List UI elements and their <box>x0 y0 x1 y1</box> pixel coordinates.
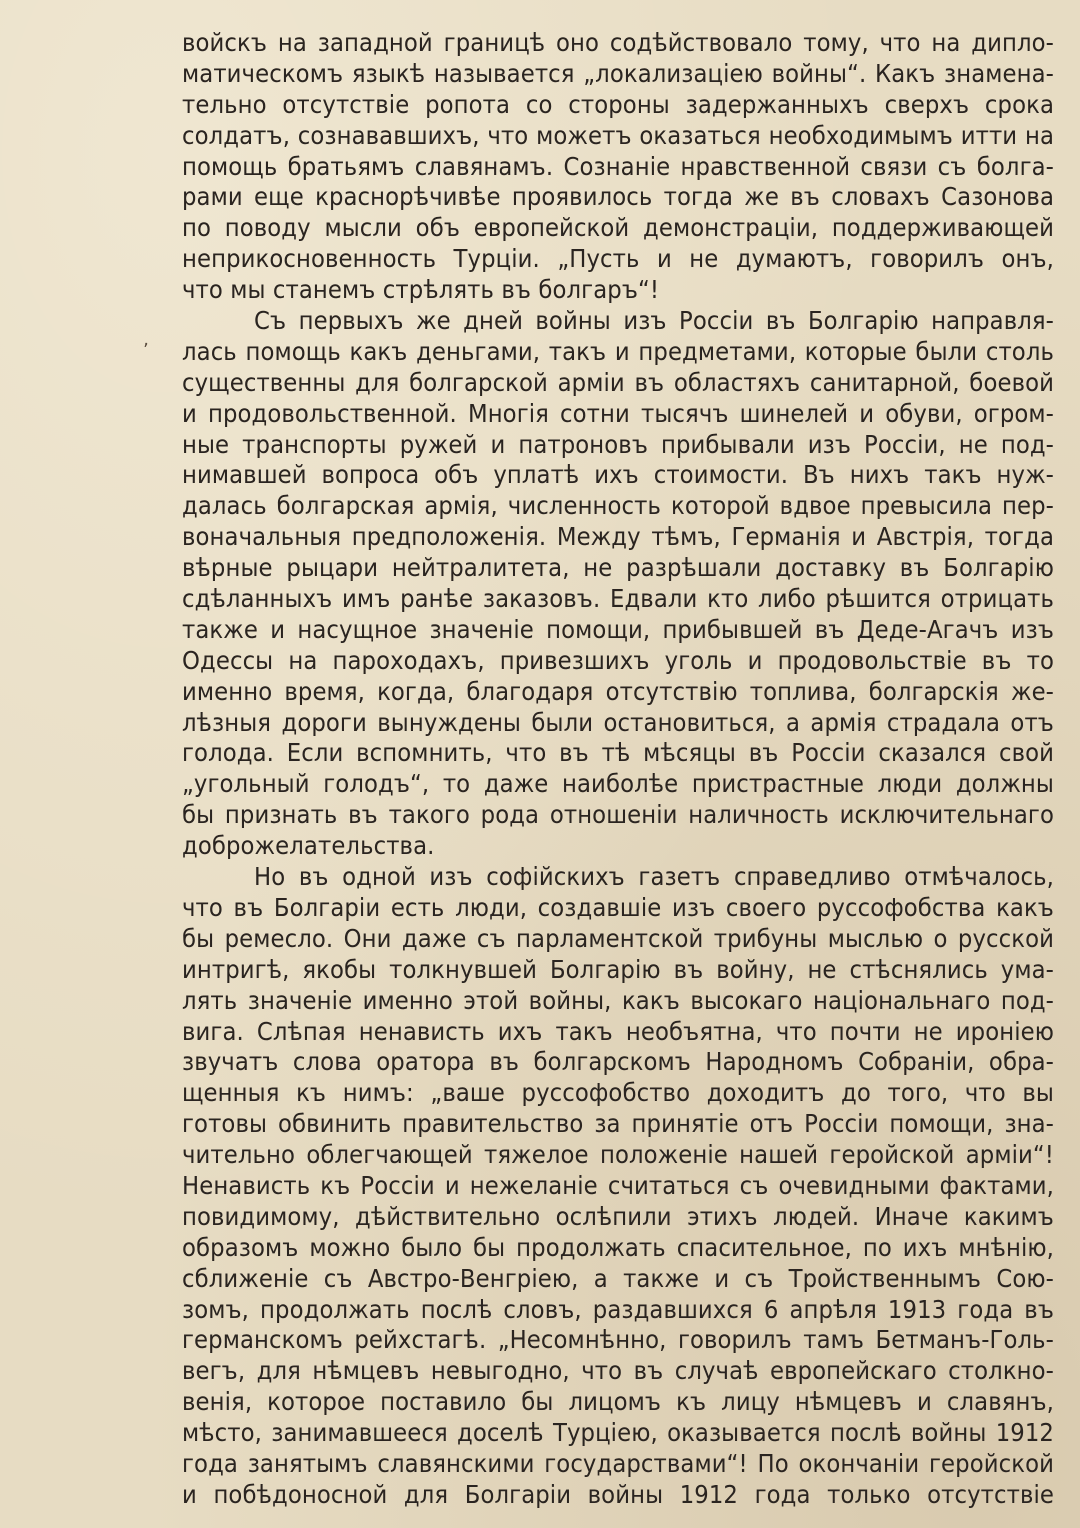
text-line: что мы станемъ стрѣлять въ болгаръ“! <box>182 275 660 305</box>
text-line: и побѣдоносной для Болгарiи войны 1912 года только отсутствiе <box>182 1479 1054 1509</box>
text-line: вѣрные рыцари нейтралитета, не разрѣшали доставку въ Болгарiю <box>182 553 1054 583</box>
text-line: „угольный голодъ“, то даже наиболѣе пристрастные люди должны <box>182 769 1054 799</box>
text-line: щенныя къ нимъ: „ваше руссофобство доходитъ до того, что вы <box>182 1078 1054 1108</box>
text-line: по поводу мысли объ европейской демонстрацiи, поддерживающей <box>182 213 1054 243</box>
text-line: лась помощь какъ деньгами, такъ и предметами, которые были столь <box>182 336 1054 366</box>
text-line: вига. Слѣпая ненависть ихъ такъ необъятна, что почти не иронiею <box>182 1016 1054 1046</box>
text-line: существенны для болгарской армiи въ областяхъ санитарной, боевой <box>182 367 1054 397</box>
book-page-text <box>182 28 1054 1511</box>
text-line: лять значенiе именно этой войны, какъ высокаго нацiональнаго под- <box>182 985 1054 1015</box>
text-line: повидимому, дѣйствительно ослѣпили этихъ людей. Иначе какимъ <box>182 1201 1054 1231</box>
paragraph-2 <box>182 306 1054 862</box>
text-line: войскъ на западной границѣ оно содѣйствовало тому, что на дипло- <box>182 28 1054 57</box>
text-line: Съ первыхъ же дней войны изъ Россiи въ Болгарiю направля- <box>254 306 1054 336</box>
text-line: венiя, которое поставило бы лицомъ къ лицу нѣмцевъ и славянъ, <box>182 1387 1054 1417</box>
text-line: Одессы на пароходахъ, привезшихъ уголь и продовольствiе въ то <box>182 645 1054 675</box>
text-line: именно время, когда, благодаря отсутствiю топлива, болгарскiя же- <box>182 676 1054 706</box>
text-line: также и насущное значенiе помощи, прибывшей въ Деде-Агачъ изъ <box>182 614 1054 644</box>
text-line: готовы обвинить правительство за принятiе отъ Россiи помощи, зна- <box>182 1109 1054 1139</box>
text-line: германскомъ рейхстагѣ. „Несомнѣнно, говорилъ тамъ Бетманъ-Голь- <box>182 1325 1054 1355</box>
margin-speck: ٬ <box>143 340 149 361</box>
text-line: сближенiе съ Австро-Венгрiею, а также и съ Тройственнымъ Сою- <box>182 1263 1054 1293</box>
text-line: бы признать въ такого рода отношенiи наличность исключительнаго <box>182 800 1054 830</box>
text-line: ные транспорты ружей и патроновъ прибывали изъ Россiи, не под- <box>182 429 1054 459</box>
text-line: матическомъ языкѣ называется „локализацiею войны“. Какъ знамена- <box>182 58 1054 88</box>
paragraph-1 <box>182 28 1054 306</box>
text-line: сдѣланныхъ имъ ранѣе заказовъ. Едвали кто либо рѣшится отрицать <box>182 584 1054 614</box>
text-line: рами еще краснорѣчивѣе проявилось тогда же въ словахъ Сазонова <box>182 182 1054 212</box>
text-line: вегъ, для нѣмцевъ невыгодно, что въ случаѣ европейскаго столкно- <box>182 1356 1054 1386</box>
text-line: Но въ одной изъ софiйскихъ газетъ справедливо отмѣчалось, <box>254 862 1054 892</box>
text-line: неприкосновенность Турцiи. „Пусть и не думаютъ, говорилъ онъ, <box>182 244 1054 274</box>
text-line: доброжелательства. <box>182 831 435 861</box>
text-line: далась болгарская армiя, численность которой вдвое превысила пер- <box>182 491 1054 521</box>
text-line: и продовольственной. Многiя сотни тысячъ шинелей и обуви, огром- <box>182 398 1054 428</box>
text-line: что въ Болгарiи есть люди, создавшiе изъ своего руссофобства какъ <box>182 892 1054 922</box>
text-line: зомъ, продолжать послѣ словъ, раздавшихся 6 апрѣля 1913 года въ <box>182 1294 1054 1324</box>
text-line: образомъ можно было бы продолжать спасительное, по ихъ мнѣнiю, <box>182 1232 1054 1262</box>
text-line: мѣсто, занимавшееся доселѣ Турцiею, оказывается послѣ войны 1912 <box>182 1418 1054 1448</box>
text-line: воначальныя предположенiя. Между тѣмъ, Германiя и Австрiя, тогда <box>182 522 1054 552</box>
text-line: нимавшей вопроса объ уплатѣ ихъ стоимости. Въ нихъ такъ нуж- <box>182 460 1054 490</box>
text-line: тельно отсутствiе ропота со стороны задержанныхъ сверхъ срока <box>182 89 1054 119</box>
text-line: бы ремесло. Они даже съ парламентской трибуны мыслью о русской <box>182 923 1054 953</box>
text-line: интригѣ, якобы толкнувшей Болгарiю въ войну, не стѣснялись ума- <box>182 954 1054 984</box>
text-line: года занятымъ славянскими государствами“! По окончанiи геройской <box>182 1448 1054 1478</box>
text-line: помощь братьямъ славянамъ. Сознанiе нравственной связи съ болга- <box>182 151 1054 181</box>
text-line: чительно облегчающей тяжелое положенiе нашей геройской армiи“! <box>182 1140 1054 1170</box>
text-line: звучатъ слова оратора въ болгарскомъ Народномъ Собранiи, обра- <box>182 1047 1054 1077</box>
text-line: Ненависть къ Россiи и нежеланiе считаться съ очевидными фактами, <box>182 1170 1054 1200</box>
text-line: голода. Если вспомнить, что въ тѣ мѣсяцы въ Россiи сказался свой <box>182 738 1054 768</box>
text-line: солдатъ, сознававшихъ, что можетъ оказаться необходимымъ итти на <box>182 120 1054 150</box>
text-line: лѣзныя дороги вынуждены были остановиться, а армiя страдала отъ <box>182 707 1054 737</box>
paragraph-3 <box>182 862 1054 1511</box>
